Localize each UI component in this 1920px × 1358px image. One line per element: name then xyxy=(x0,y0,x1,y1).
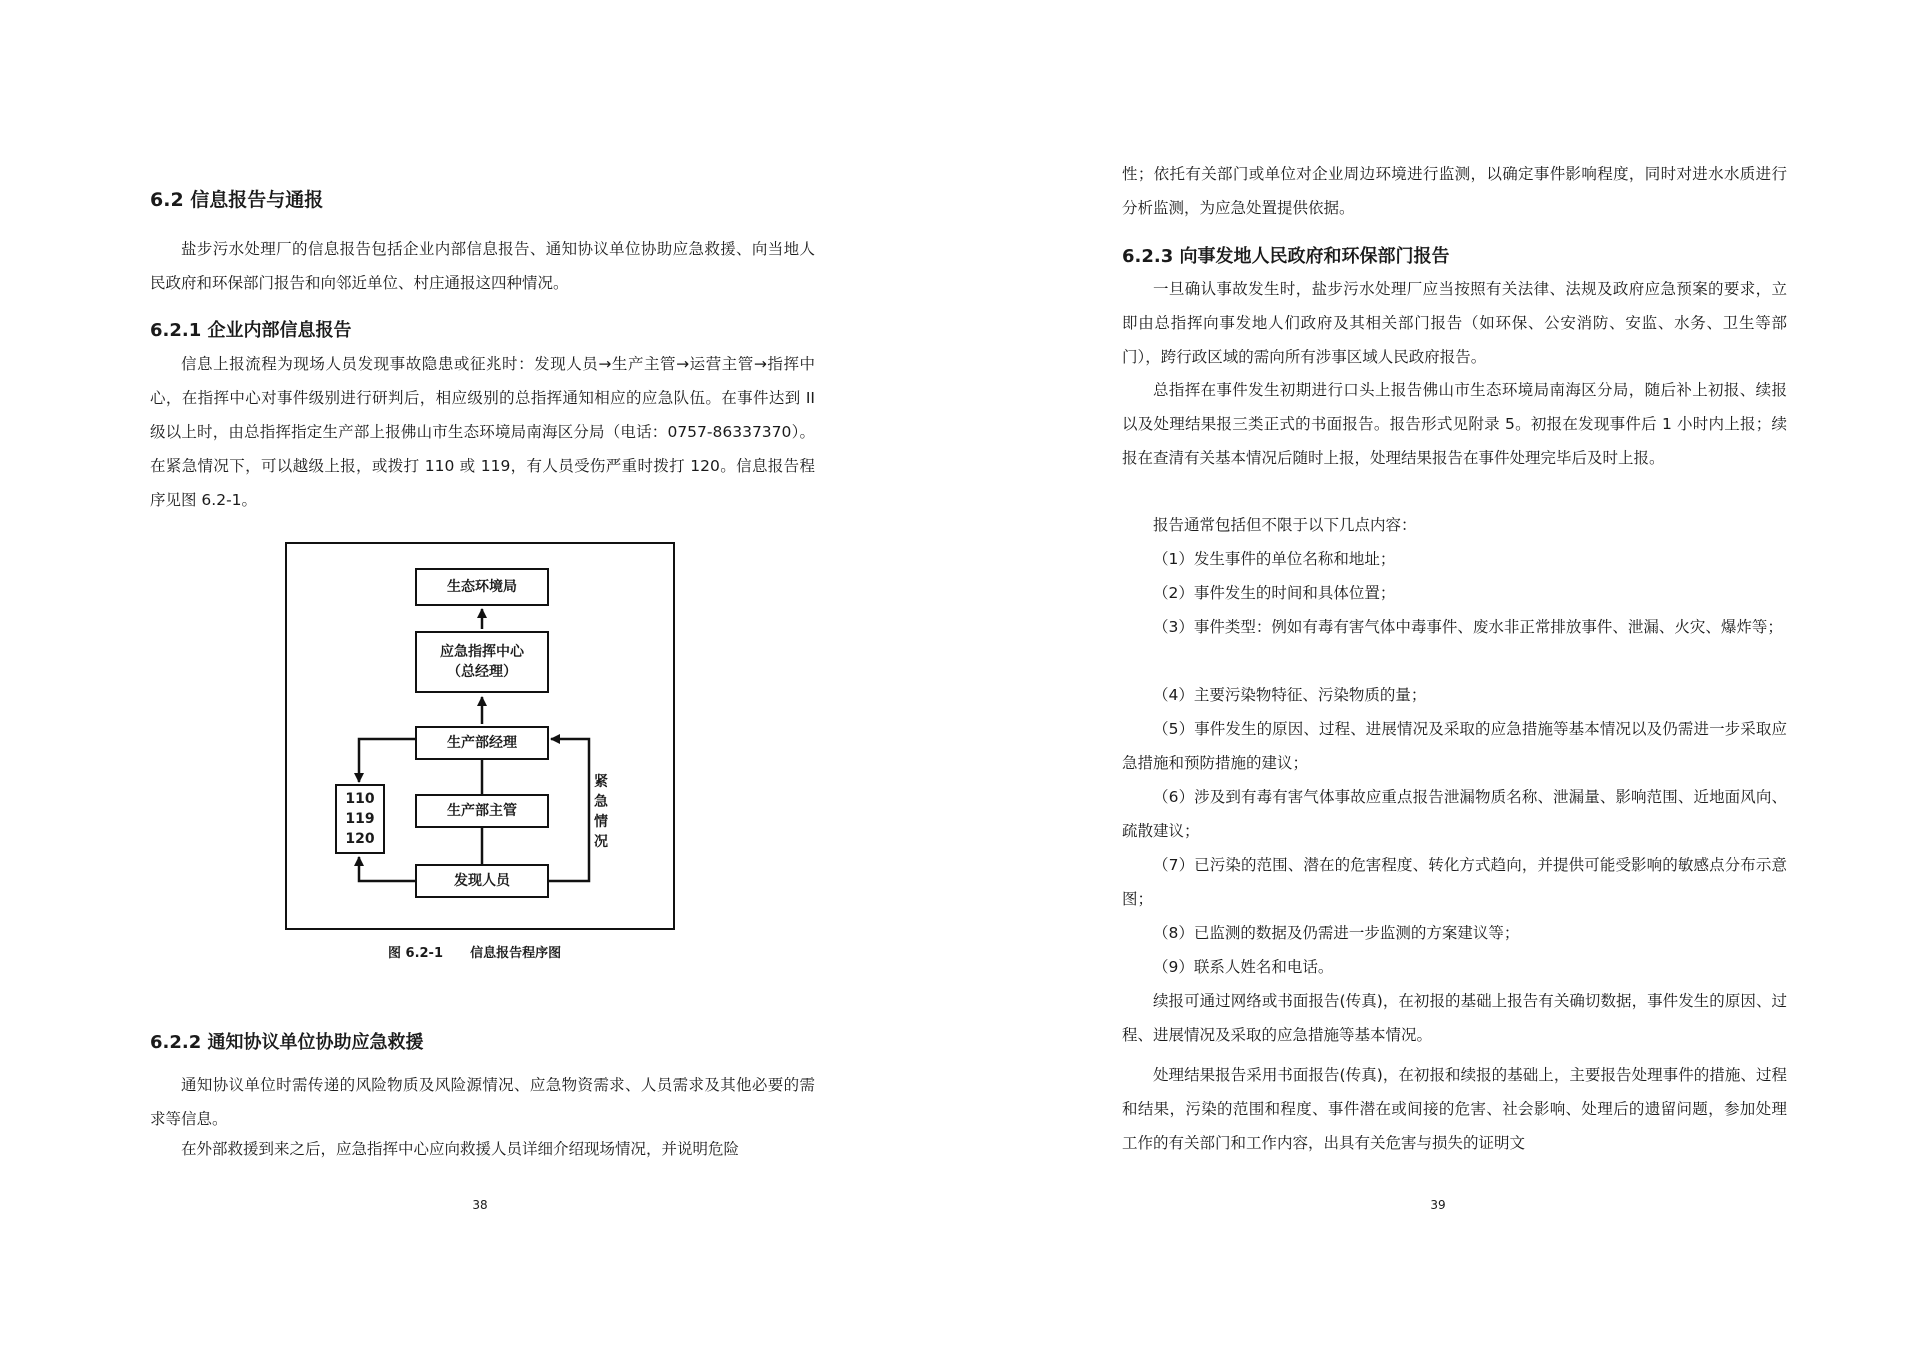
paragraph-gov-report: 一旦确认事故发生时，盐步污水处理厂应当按照有关法律、法规及政府应急预案的要求，立即由总指挥向事发地人们政府及其相关部门报告（如环保、公安消防、安监、水务、卫生等部门），跨行政区域的需向所有涉事区域人民政府报告。 xyxy=(1122,280,1787,366)
emergency-number: 120 xyxy=(345,831,375,847)
side-label-char: 况 xyxy=(594,834,608,850)
list-item: （8）已监测的数据及仍需进一步监测的方案建议等； xyxy=(1153,924,1520,942)
page-number: 38 xyxy=(472,1198,488,1212)
box-production-manager: 生产部经理 xyxy=(415,726,549,760)
paragraph-report-contents-intro: 报告通常包括但不限于以下几点内容： xyxy=(1153,516,1417,534)
list-item: （1）发生事件的单位名称和地址； xyxy=(1153,550,1396,568)
list-item: （2）事件发生的时间和具体位置； xyxy=(1153,584,1396,602)
arrow-emergency-bypass xyxy=(549,739,589,881)
list-item: （9）联系人姓名和电话。 xyxy=(1153,958,1334,976)
command-center-sub-label: （总经理） xyxy=(447,664,517,680)
paragraph-notify-units: 通知协议单位时需传递的风险物质及风险源情况、应急物资需求、人员需求及其他必要的需求等信息。 xyxy=(150,1076,815,1128)
box-production-supervisor: 生产部主管 xyxy=(415,794,549,828)
paragraph-continued: 性；依托有关部门或单位对企业周边环境进行监测，以确定事件影响程度，同时对进水水质进行分析监测，为应急处置提供依据。 xyxy=(1122,165,1787,217)
figure-caption: 图 6.2-1 信息报告程序图 xyxy=(388,946,562,961)
box-finder: 发现人员 xyxy=(415,864,549,898)
paragraph-internal-report: 信息上报流程为现场人员发现事故隐患或征兆时：发现人员→生产主管→运营主管→指挥中心，在指挥中心对事件级别进行研判后，相应级别的总指挥通知相应的应急队伍。在事件达到 II 级以上时，由总指挥指定生产部上报佛山市生态环境局南海区分局（电话：0757-86337370）。在紧急情况下，可以越级上报，或拨打 110 或 119，有人员受伤严重时拨打 120。信息报告程序见图 6.2-1。 xyxy=(150,355,815,509)
page-number: 39 xyxy=(1430,1198,1446,1212)
side-label-char: 紧 xyxy=(594,774,608,790)
paragraph-external-rescue: 在外部救援到来之后，应急指挥中心应向救援人员详细介绍现场情况，并说明危险 xyxy=(181,1140,740,1158)
box-environment-bureau: 生态环境局 xyxy=(415,568,549,606)
list-item: （4）主要污染物特征、污染物质的量； xyxy=(1153,686,1427,704)
section-heading-6-2: 6.2 信息报告与通报 xyxy=(150,189,324,211)
arrow-manager-to-emergency xyxy=(359,739,415,782)
paragraph-report-stages: 总指挥在事件发生初期进行口头上报告佛山市生态环境局南海区分局，随后补上初报、续报以及处理结果报三类正式的书面报告。报告形式见附录 5。初报在发现事件后 1 小时内上报；续报在查清有关基本情况后随时上报，处理结果报告在事件处理完毕后及时上报。 xyxy=(1122,381,1787,467)
list-item: （3）事件类型：例如有毒有害气体中毒事件、废水非正常排放事件、泄漏、火灾、爆炸等； xyxy=(1153,618,1783,636)
paragraph-follow-up-report: 续报可通过网络或书面报告(传真)，在初报的基础上报告有关确切数据，事件发生的原因、过程、进展情况及采取的应急措施等基本情况。 xyxy=(1122,992,1787,1044)
side-label-char: 急 xyxy=(594,794,608,810)
subsection-heading-6-2-3: 6.2.3 向事发地人民政府和环保部门报告 xyxy=(1122,246,1450,267)
box-command-center xyxy=(415,631,549,693)
arrow-finder-to-emergency xyxy=(359,857,415,881)
box-emergency-numbers xyxy=(335,784,385,854)
paragraph-result-report: 处理结果报告采用书面报告(传真)，在初报和续报的基础上，主要报告处理事件的措施、过程和结果，污染的范围和程度、事件潜在或间接的危害、社会影响、处理后的遗留问题，参加处理工作的有关部门和工作内容，出具有关危害与损失的证明文 xyxy=(1122,1066,1787,1152)
right-page xyxy=(960,0,1920,1358)
side-label-char: 情 xyxy=(594,814,608,830)
list-item: （6）涉及到有毒有害气体事故应重点报告泄漏物质名称、泄漏量、影响范围、近地面风向、疏散建议； xyxy=(1122,788,1787,840)
list-item: （5）事件发生的原因、过程、进展情况及采取的应急措施等基本情况以及仍需进一步采取应急措施和预防措施的建议； xyxy=(1122,720,1787,772)
list-item: （7）已污染的范围、潜在的危害程度、转化方式趋向，并提供可能受影响的敏感点分布示意图； xyxy=(1122,856,1787,908)
reporting-flow-diagram xyxy=(285,542,675,930)
paragraph-intro: 盐步污水处理厂的信息报告包括企业内部信息报告、通知协议单位协助应急救援、向当地人民政府和环保部门报告和向邻近单位、村庄通报这四种情况。 xyxy=(150,240,815,292)
emergency-number: 119 xyxy=(345,811,375,827)
command-center-label: 应急指挥中心 xyxy=(440,644,524,660)
subsection-heading-6-2-1: 6.2.1 企业内部信息报告 xyxy=(150,320,352,341)
subsection-heading-6-2-2: 6.2.2 通知协议单位协助应急救援 xyxy=(150,1032,424,1053)
emergency-number: 110 xyxy=(345,791,375,807)
emergency-side-label xyxy=(593,772,609,852)
